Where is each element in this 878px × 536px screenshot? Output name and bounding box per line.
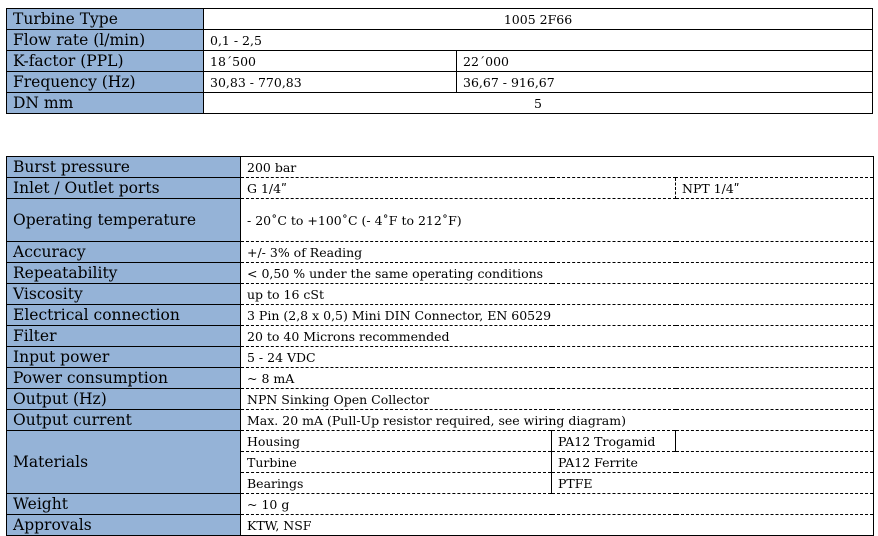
electrical-connection-value: 3 Pin (2,8 x 0,5) Mini DIN Connector, EN 60529	[241, 305, 874, 326]
flow-rate-value: 0,1 - 2,5	[204, 30, 873, 51]
weight-value: ~ 10 g	[241, 494, 874, 515]
table-row	[7, 515, 874, 536]
material-part-housing: Housing	[241, 431, 552, 452]
turbine-type-value: 1005 2F66	[204, 9, 873, 30]
power-consumption-value: ~ 8 mA	[241, 368, 874, 389]
burst-pressure-value: 200 bar	[241, 157, 874, 178]
accuracy-value: +/- 3% of Reading	[241, 242, 874, 263]
table-row	[7, 199, 874, 242]
table-row	[7, 326, 874, 347]
material-part-turbine: Turbine	[241, 452, 552, 473]
table-row	[7, 242, 874, 263]
k-factor-value-2: 22´000	[457, 51, 873, 72]
input-power-label: Input power	[7, 347, 241, 368]
dn-value: 5	[204, 93, 873, 114]
table-row	[7, 305, 874, 326]
viscosity-value: up to 16 cSt	[241, 284, 874, 305]
material-value-bearings: PTFE	[552, 473, 874, 494]
frequency-value-2: 36,67 - 916,67	[457, 72, 873, 93]
accuracy-label: Accuracy	[7, 242, 241, 263]
output-current-value: Max. 20 mA (Pull-Up resistor required, see wiring diagram)	[241, 410, 874, 431]
material-part-bearings: Bearings	[241, 473, 552, 494]
material-spacer	[676, 431, 874, 452]
output-hz-value: NPN Sinking Open Collector	[241, 389, 874, 410]
table-row	[7, 347, 874, 368]
input-power-value: 5 - 24 VDC	[241, 347, 874, 368]
table-row	[7, 157, 874, 178]
repeatability-value: < 0,50 % under the same operating conditions	[241, 263, 874, 284]
flow-rate-label: Flow rate (l/min)	[7, 30, 204, 51]
weight-label: Weight	[7, 494, 241, 515]
material-value-turbine: PA12 Ferrite	[552, 452, 874, 473]
table-row	[7, 389, 874, 410]
repeatability-label: Repeatability	[7, 263, 241, 284]
filter-value: 20 to 40 Microns recommended	[241, 326, 874, 347]
table-row	[7, 431, 874, 452]
frequency-value-1: 30,83 - 770,83	[204, 72, 457, 93]
ports-value-2: NPT 1/4ʺ	[676, 178, 874, 199]
temperature-value: - 20˚C to +100˚C (- 4˚F to 212˚F)	[241, 199, 874, 242]
turbine-type-label: Turbine Type	[7, 9, 204, 30]
output-current-label: Output current	[7, 410, 241, 431]
dn-label: DN mm	[7, 93, 204, 114]
filter-label: Filter	[7, 326, 241, 347]
table-row	[7, 368, 874, 389]
frequency-label: Frequency (Hz)	[7, 72, 204, 93]
table-row	[7, 9, 873, 30]
table-row	[7, 93, 873, 114]
ports-label: Inlet / Outlet ports	[7, 178, 241, 199]
viscosity-label: Viscosity	[7, 284, 241, 305]
burst-pressure-label: Burst pressure	[7, 157, 241, 178]
table-row	[7, 263, 874, 284]
k-factor-label: K-factor (PPL)	[7, 51, 204, 72]
k-factor-value-1: 18´500	[204, 51, 457, 72]
materials-label: Materials	[7, 431, 241, 494]
table-row	[7, 72, 873, 93]
table-row	[7, 410, 874, 431]
power-consumption-label: Power consumption	[7, 368, 241, 389]
technical-data-table	[6, 156, 874, 536]
table-row	[7, 178, 874, 199]
table-row	[7, 51, 873, 72]
approvals-label: Approvals	[7, 515, 241, 536]
turbine-spec-table	[6, 8, 873, 114]
approvals-value: KTW, NSF	[241, 515, 874, 536]
electrical-connection-label: Electrical connection	[7, 305, 241, 326]
table-row	[7, 284, 874, 305]
temperature-label: Operating temperature	[7, 199, 241, 242]
output-hz-label: Output (Hz)	[7, 389, 241, 410]
ports-value-1: G 1/4ʺ	[241, 178, 676, 199]
material-value-housing: PA12 Trogamid	[552, 431, 676, 452]
table-row	[7, 30, 873, 51]
table-row	[7, 494, 874, 515]
